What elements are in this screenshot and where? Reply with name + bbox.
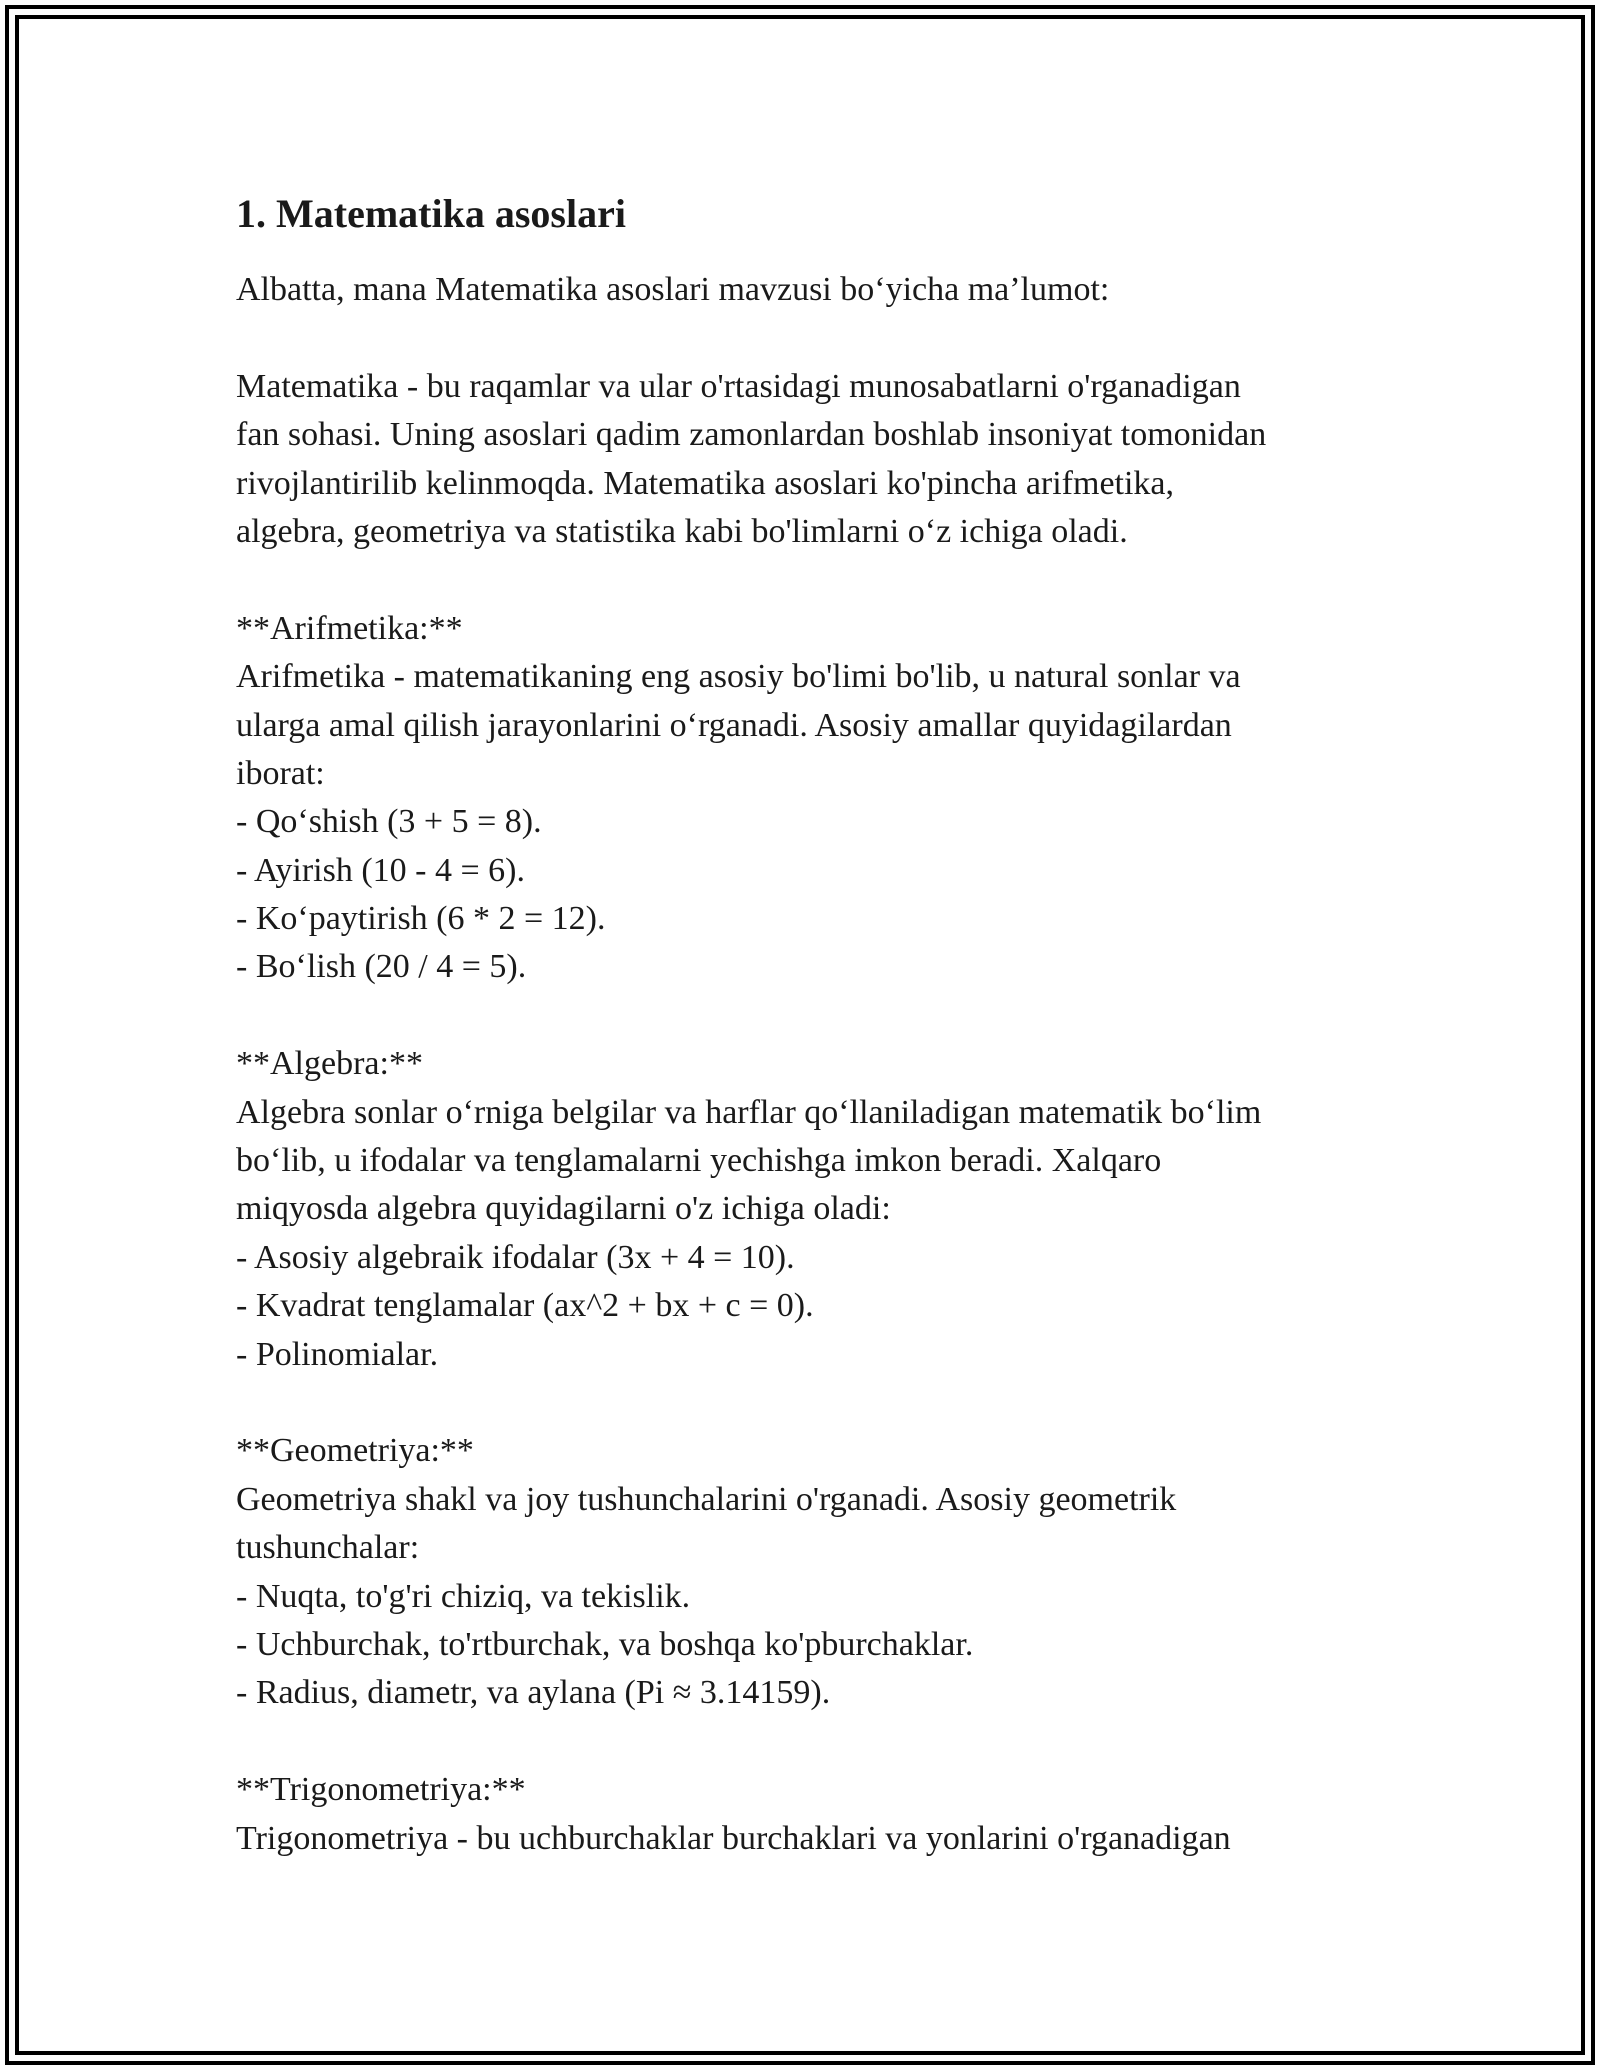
- text-line: bo‘lib, u ifodalar va tenglamalarni yechishga imkon beradi. Xalqaro: [236, 1142, 1162, 1180]
- text-line: - Ayirish (10 - 4 = 6).: [236, 851, 525, 889]
- text-line: - Nuqta, to'g'ri chiziq, va tekislik.: [236, 1577, 691, 1615]
- blank-line: [236, 556, 1366, 604]
- text-line: Albatta, mana Matematika asoslari mavzusi bo‘yicha ma’lumot:: [236, 271, 1110, 308]
- text-line: iborat:: [236, 754, 325, 792]
- text-line: miqyosda algebra quyidagilarni o'z ichiga oladi:: [236, 1190, 891, 1228]
- text-line: Trigonometriya - bu uchburchaklar burchaklari va yonlarini o'rganadigan: [236, 1819, 1231, 1857]
- blank-line: [236, 992, 1366, 1040]
- text-line: **Arifmetika:**: [236, 609, 463, 647]
- text-line: algebra, geometriya va statistika kabi bo'limlarni o‘z ichiga oladi.: [236, 512, 1128, 550]
- document-title: 1. Matematika asoslari: [236, 191, 626, 236]
- text-line: rivojlantirilib kelinmoqda. Matematika asoslari ko'pincha arifmetika,: [236, 464, 1175, 502]
- document-body: [236, 188, 1366, 1863]
- text-line: **Algebra:**: [236, 1045, 423, 1083]
- blank-line: [236, 1718, 1366, 1766]
- text-line: - Ko‘paytirish (6 * 2 = 12).: [236, 900, 606, 938]
- text-line: - Qo‘shish (3 + 5 = 8).: [236, 803, 542, 841]
- text-line: - Kvadrat tenglamalar (ax^2 + bx + c = 0).: [236, 1287, 814, 1325]
- blank-line: [236, 1379, 1366, 1427]
- text-line: **Trigonometriya:**: [236, 1771, 526, 1809]
- text-line: Arifmetika - matematikaning eng asosiy bo'limi bo'lib, u natural sonlar va: [236, 658, 1241, 696]
- text-line: - Asosiy algebraik ifodalar (3x + 4 = 10).: [236, 1238, 795, 1276]
- text-line: - Bo‘lish (20 / 4 = 5).: [236, 948, 527, 986]
- blank-line: [236, 314, 1366, 362]
- text-line: Geometriya shakl va joy tushunchalarini o'rganadi. Asosiy geometrik: [236, 1480, 1177, 1518]
- text-line: tushunchalar:: [236, 1529, 420, 1567]
- text-line: **Geometriya:**: [236, 1432, 474, 1470]
- text-line: ularga amal qilish jarayonlarini o‘rganadi. Asosiy amallar quyidagilardan: [236, 706, 1232, 744]
- document-text: [236, 266, 1366, 1863]
- text-line: - Polinomialar.: [236, 1335, 439, 1373]
- text-line: fan sohasi. Uning asoslari qadim zamonlardan boshlab insoniyat tomonidan: [236, 416, 1267, 454]
- text-line: Matematika - bu raqamlar va ular o'rtasidagi munosabatlarni o'rganadigan: [236, 367, 1241, 405]
- text-line: - Radius, diametr, va aylana (Pi ≈ 3.14159).: [236, 1674, 831, 1712]
- text-line: - Uchburchak, to'rtburchak, va boshqa ko'pburchaklar.: [236, 1625, 974, 1663]
- text-line: Algebra sonlar o‘rniga belgilar va harflar qo‘llaniladigan matematik bo‘lim: [236, 1093, 1262, 1131]
